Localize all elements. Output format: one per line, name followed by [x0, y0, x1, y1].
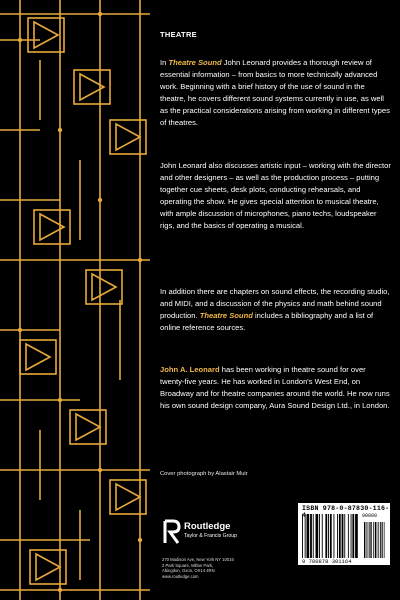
paragraph-text: In addition there are chapters on sound effects, the recording studio, and MIDI, and a discussion of the physics and math behind sound production. — [160, 287, 390, 320]
author-bio — [160, 364, 392, 412]
book-title-inline: Theatre Sound — [199, 310, 253, 320]
publisher-address — [162, 557, 272, 579]
isbn-text: ISBN 978-0-87830-116-4 — [302, 505, 390, 519]
barcode-bar — [328, 514, 329, 558]
publisher-subtitle: Taylor & Francis Group — [184, 533, 238, 539]
barcode-bar — [342, 514, 344, 558]
barcode-bar — [334, 514, 335, 558]
barcode-bar — [305, 514, 306, 558]
cover-circuit-diagram — [0, 0, 152, 600]
barcode-bar — [337, 514, 338, 558]
addon-bar — [375, 522, 376, 558]
addon-bar — [380, 522, 381, 558]
barcode-bar — [313, 514, 314, 558]
barcode-bar — [344, 514, 345, 558]
publisher-name: Routledge — [184, 521, 231, 532]
description-paragraph-2: John Leonard also discusses artistic input – working with the director and other designers – as well as the production process – putting together cue sheets, desk plots, conducting rehearsals, and operating the show. He gives special attention to musical theatre, with ample discussion of microphones, piano techs, loudspeaker rigs, and the basics of operating a musical. — [160, 161, 391, 230]
addon-bar — [368, 522, 369, 558]
address-line: 270 Madison Ave, New York NY 10016 — [162, 557, 234, 562]
addon-bar — [378, 522, 379, 558]
description-paragraph-1 — [160, 57, 392, 128]
barcode-bar — [325, 514, 327, 558]
barcode-bar — [339, 514, 341, 558]
paragraph-text: In — [160, 58, 169, 67]
barcode-bar — [310, 514, 312, 558]
barcode-bar — [348, 514, 349, 558]
routledge-logo-icon — [162, 519, 182, 545]
addon-bar — [373, 522, 374, 558]
addon-bar — [366, 522, 367, 558]
photo-credit: Cover photograph by Alastair Muir — [160, 471, 248, 477]
category-label: THEATRE — [160, 30, 197, 39]
barcode-bar — [351, 514, 352, 558]
barcode-bar — [352, 514, 354, 558]
addon-bar — [369, 522, 370, 558]
barcode-bar — [355, 514, 358, 558]
address-line: Abingdon, Oxon, OX14 4RN — [162, 568, 215, 574]
book-title-inline: Theatre Sound — [168, 58, 222, 67]
addon-number: 90000 — [362, 513, 378, 519]
barcode-digits: 9 780878 301164 — [302, 558, 352, 565]
barcode-bar — [307, 514, 310, 558]
addon-bar — [382, 522, 383, 558]
description-paragraph-3 — [160, 286, 392, 334]
paragraph-text: John Leonard provides a thorough review of essential information – from basics to more technically advanced work. Beginning with a brief history of the use of sound in the theatre, he covers different sound systems currently in use, as well as the practical considerations arising from working in different types of theatres. — [160, 58, 390, 127]
address-line: www.routledge.com — [162, 573, 199, 579]
publisher-block — [162, 519, 272, 589]
address-line: 2 Park Square, Milton Park, — [162, 562, 214, 568]
isbn-barcode — [298, 503, 390, 565]
barcode-bar — [302, 514, 303, 558]
barcode-bar — [322, 514, 323, 558]
author-name: John A. Leonard — [160, 365, 220, 374]
addon-bar — [371, 522, 372, 558]
paragraph-text: includes a bibliography and a list of online reference sources. — [160, 310, 374, 332]
barcode-bars — [302, 514, 386, 558]
addon-bar — [384, 522, 385, 558]
author-bio-text: has been working in theatre sound for over twenty-five years. He has worked in London's West End, on Broadway and for theatre companies around the world. He now runs his own sound design company, Aura Sound Design Ltd., in London. — [160, 365, 390, 410]
barcode-bar — [319, 514, 320, 558]
addon-bar — [364, 522, 365, 558]
back-cover-content — [160, 0, 394, 600]
barcode-bar — [316, 514, 319, 558]
barcode-bar — [330, 514, 332, 558]
addon-bar — [377, 522, 378, 558]
